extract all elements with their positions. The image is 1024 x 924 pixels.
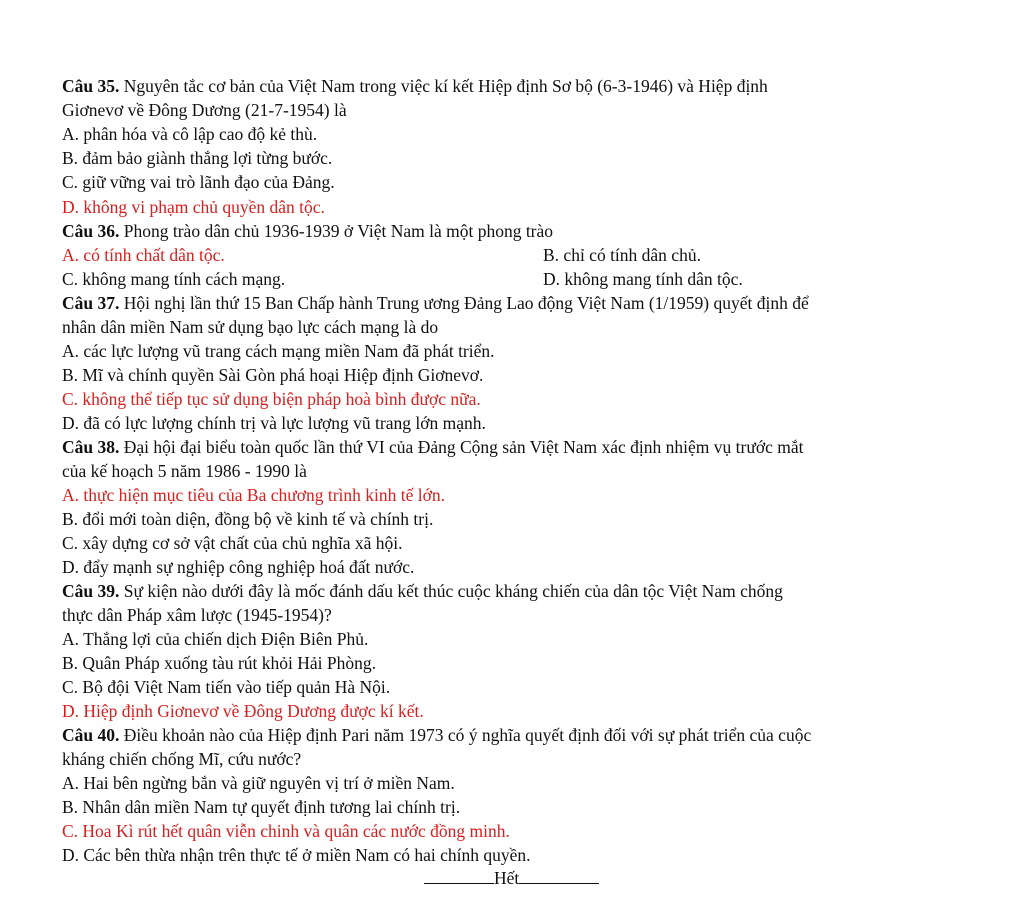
question-number: Câu 40. — [62, 725, 120, 745]
answer-option: C. xây dựng cơ sở vật chất của chủ nghĩa xã hội. — [62, 533, 403, 553]
answer-option: A. Hai bên ngừng bắn và giữ nguyên vị trí ở miền Nam. — [62, 773, 455, 793]
answer-option-correct: C. không thể tiếp tục sử dụng biện pháp hoà bình được nữa. — [62, 389, 481, 409]
answer-option: B. chỉ có tính dân chủ. — [543, 245, 701, 265]
end-rule-left — [424, 869, 494, 884]
question-stem-line: nhân dân miền Nam sử dụng bạo lực cách mạng là do — [62, 317, 439, 337]
question-stem-line: Câu 40. Điều khoản nào của Hiệp định Pari năm 1973 có ý nghĩa quyết định đối với sự phát triển của cuộc — [62, 725, 812, 745]
answer-option: B. Nhân dân miền Nam tự quyết định tương lai chính trị. — [62, 797, 461, 817]
question-stem-line: Câu 37. Hội nghị lần thứ 15 Ban Chấp hành Trung ương Đảng Lao động Việt Nam (1/1959) quyết định để — [62, 293, 809, 313]
answer-option: D. đã có lực lượng chính trị và lực lượng vũ trang lớn mạnh. — [62, 413, 486, 433]
end-marker — [424, 866, 599, 890]
answer-option: D. đẩy mạnh sự nghiệp công nghiệp hoá đất nước. — [62, 557, 415, 577]
answer-option: B. đổi mới toàn diện, đồng bộ về kinh tế và chính trị. — [62, 509, 434, 529]
answer-option-correct: A. có tính chất dân tộc. — [62, 245, 225, 265]
answer-option: B. Quân Pháp xuống tàu rút khỏi Hải Phòng. — [62, 653, 377, 673]
question-number: Câu 39. — [62, 581, 120, 601]
end-text: Hết — [494, 868, 520, 888]
answer-option: A. Thắng lợi của chiến dịch Điện Biên Phủ. — [62, 629, 369, 649]
answer-option: A. phân hóa và cô lập cao độ kẻ thù. — [62, 124, 318, 144]
answer-option-correct: D. Hiệp định Giơnevơ về Đông Dương được kí kết. — [62, 701, 424, 721]
answer-option-correct: A. thực hiện mục tiêu của Ba chương trình kinh tế lớn. — [62, 485, 446, 505]
answer-option: B. Mĩ và chính quyền Sài Gòn phá hoại Hiệp định Giơnevơ. — [62, 365, 484, 385]
answer-option: C. giữ vững vai trò lãnh đạo của Đảng. — [62, 172, 335, 192]
question-number: Câu 36. — [62, 221, 120, 241]
question-stem-line: Câu 35. Nguyên tắc cơ bản của Việt Nam trong việc kí kết Hiệp định Sơ bộ (6-3-1946) và Hiệp định — [62, 76, 768, 96]
answer-option: B. đảm bảo giành thắng lợi từng bước. — [62, 148, 333, 168]
question-stem-line: thực dân Pháp xâm lược (1945-1954)? — [62, 605, 332, 625]
answer-option: D. Các bên thừa nhận trên thực tế ở miền Nam có hai chính quyền. — [62, 845, 531, 865]
end-rule-right — [519, 869, 599, 884]
question-stem-line: Câu 36. Phong trào dân chủ 1936-1939 ở Việt Nam là một phong trào — [62, 221, 554, 241]
question-stem-line: Giơnevơ về Đông Dương (21-7-1954) là — [62, 100, 347, 120]
answer-option: C. không mang tính cách mạng. — [62, 269, 286, 289]
question-stem-line: Câu 39. Sự kiện nào dưới đây là mốc đánh dấu kết thúc cuộc kháng chiến của dân tộc Việt Nam chống — [62, 581, 783, 601]
question-stem-line: kháng chiến chống Mĩ, cứu nước? — [62, 749, 302, 769]
answer-option: D. không mang tính dân tộc. — [543, 269, 743, 289]
answer-option: C. Bộ đội Việt Nam tiến vào tiếp quản Hà Nội. — [62, 677, 391, 697]
answer-option-correct: D. không vi phạm chủ quyền dân tộc. — [62, 197, 325, 217]
question-number: Câu 38. — [62, 437, 120, 457]
question-stem-line: Câu 38. Đại hội đại biểu toàn quốc lần thứ VI của Đảng Cộng sản Việt Nam xác định nhiệm vụ trước mắt — [62, 437, 804, 457]
question-number: Câu 35. — [62, 76, 120, 96]
question-number: Câu 37. — [62, 293, 120, 313]
question-stem-line: của kế hoạch 5 năm 1986 - 1990 là — [62, 461, 307, 481]
answer-option-correct: C. Hoa Kì rút hết quân viễn chinh và quân các nước đồng minh. — [62, 821, 510, 841]
answer-option: A. các lực lượng vũ trang cách mạng miền Nam đã phát triển. — [62, 341, 495, 361]
